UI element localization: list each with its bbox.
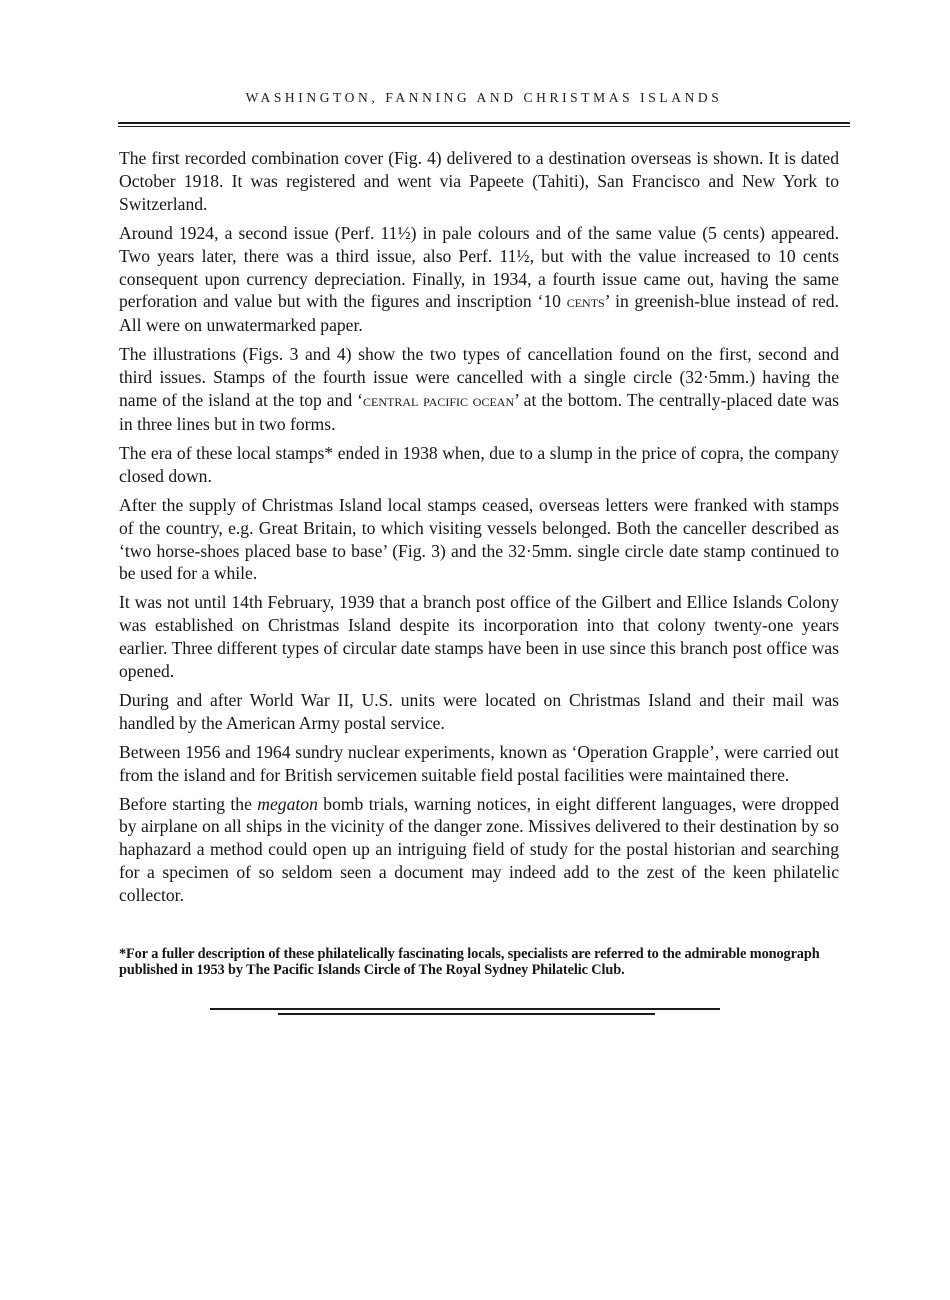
header-rule-thin (118, 126, 850, 127)
paragraph-cancellations (119, 343, 839, 436)
paragraph-issues-text-b: ’ in greenish-blue instead of red. All were on unwatermarked paper. (119, 291, 839, 336)
paragraph-megaton-text-a: Before starting the (119, 793, 258, 814)
small-caps-central-pacific-ocean: central pacific ocean (363, 391, 515, 411)
small-caps-cents: cents (566, 292, 605, 312)
footer-rule-long (210, 1008, 720, 1010)
italic-megaton: megaton (257, 793, 318, 814)
paragraph-megaton-text-b: bomb trials, warning notices, in eight different languages, were dropped by airplane on all ships in the vicinity of the danger zone. Missives delivered to their destination by so haphazard a method could open up an intriguing field of study for the postal historian and searching for a specimen of so seldom seen a document may indeed add to the zest of the keen philatelic collector. (119, 793, 839, 906)
paragraph-issues (119, 222, 839, 338)
paragraph-world-war-ii: During and after World War II, U.S. units were located on Christmas Island and their mail was handled by the American Army postal service. (119, 689, 839, 733)
paragraph-after-supply: After the supply of Christmas Island local stamps ceased, overseas letters were franked with stamps of the country, e.g. Great Britain, to which visiting vessels belonged. Both the canceller described as ‘two horse-shoes placed base to base’ (Fig. 3) and the 32·5mm. single circle date stamp continued to be used for a while. (119, 494, 839, 584)
paragraph-megaton-trials (119, 793, 839, 908)
footer-rule-short (278, 1013, 655, 1015)
paragraph-branch-post-office: It was not until 14th February, 1939 that a branch post office of the Gilbert and Ellice Islands Colony was established on Christmas Island despite its incorporation into that colony twenty-one years earlier. Three different types of circular date stamps have been in use since this branch post office was opened. (119, 592, 839, 682)
paragraph-issues-text-a: Around 1924, a second issue (Perf. 11½) in pale colours and of the same value (5 cents) appeared. Two years later, there was a third issue, also Perf. 11½, but with the value increased to 10 cents consequent upon currency depreciation. Finally, in 1934, a fourth issue came out, having the same perforation and value but with the figures and inscription ‘10 (119, 222, 839, 312)
running-head: WASHINGTON, FANNING AND CHRISTMAS ISLANDS (245, 90, 723, 105)
paragraph-first-cover: The first recorded combination cover (Fig. 4) delivered to a destination overseas is shown. It is dated October 1918. It was registered and went via Papeete (Tahiti), San Francisco and New York to Switzerland. (119, 148, 839, 214)
paragraph-era-ended: The era of these local stamps* ended in 1938 when, due to a slump in the price of copra, the company closed down. (119, 442, 839, 486)
paragraph-cancellations-text-b: ’ at the bottom. The centrally-placed date was in three lines but in two forms. (119, 390, 839, 434)
body-text (119, 147, 839, 913)
paragraph-cancellations-text-a: The illustrations (Figs. 3 and 4) show the two types of cancellation found on the first, second and third issues. Stamps of the fourth issue were cancelled with a single circle (32·5mm.) having the name of the island at the top and ‘ (119, 344, 839, 411)
paragraph-operation-grapple: Between 1956 and 1964 sundry nuclear experiments, known as ‘Operation Grapple’, were carried out from the island and for British servicemen suitable field postal facilities were maintained there. (119, 741, 839, 785)
header-rule-thick (118, 122, 850, 124)
footnote: *For a fuller description of these philatelically fascinating locals, specialists are referred to the admirable monograph published in 1953 by The Pacific Islands Circle of The Royal Sydney Philatelic Club. (119, 946, 820, 978)
